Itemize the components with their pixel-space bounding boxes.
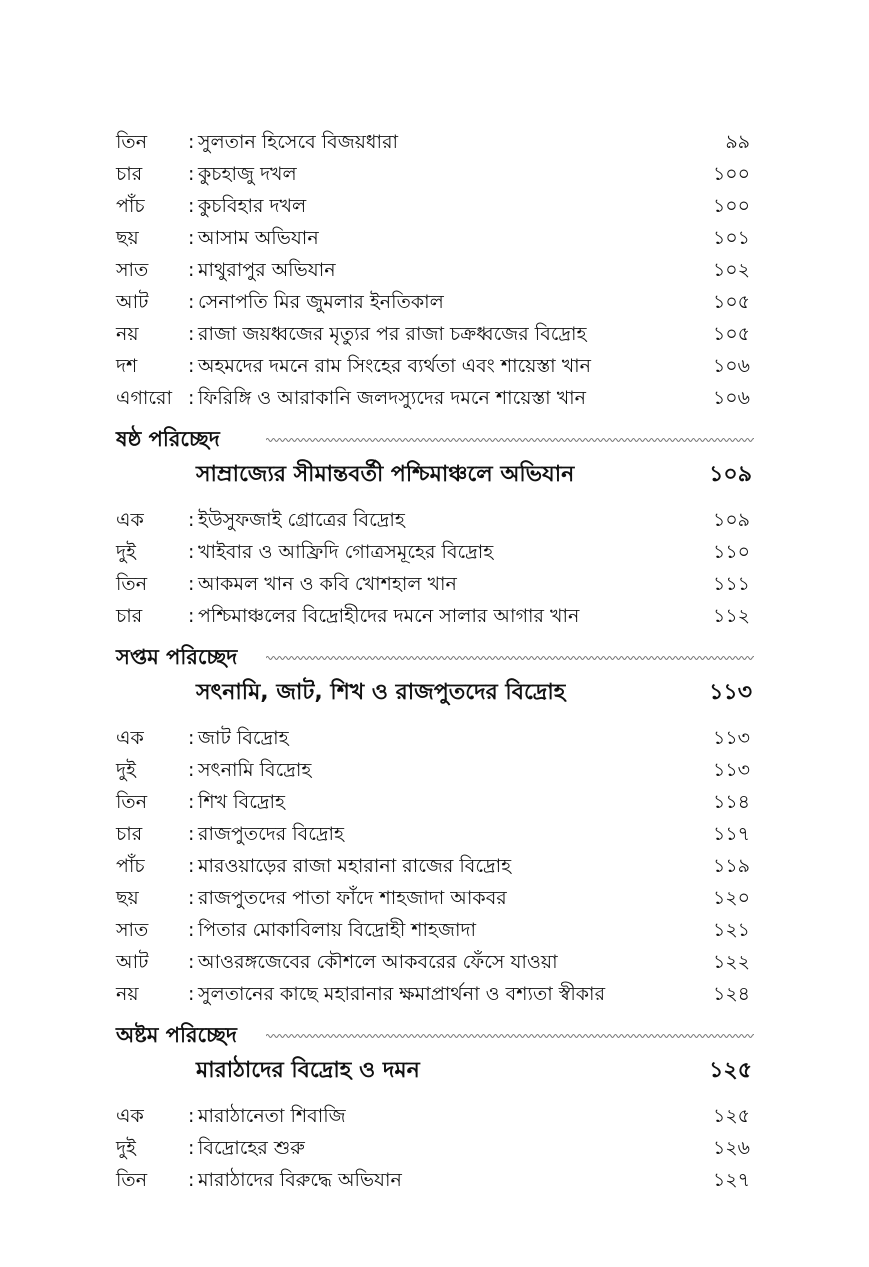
chapter-title: সাম্রাজ্যের সীমান্তবর্তী পশ্চিমাঞ্চলে অভিযান bbox=[196, 462, 575, 487]
entry-page-number: ১১৭ bbox=[712, 823, 750, 845]
entry-title: সুলতানের কাছে মহারানার ক্ষমাপ্রার্থনা ও বশ্যতা স্বীকার bbox=[198, 983, 606, 1005]
toc-row bbox=[116, 1101, 756, 1131]
entry-number: তিন bbox=[116, 573, 148, 595]
chapter-title-row bbox=[196, 675, 756, 711]
toc-row bbox=[116, 351, 756, 381]
entry-page-number: ১২৫ bbox=[712, 1105, 750, 1127]
entry-page-number: ৯৯ bbox=[725, 131, 750, 153]
toc-row bbox=[116, 287, 756, 317]
toc-row bbox=[116, 755, 756, 785]
wavy-divider bbox=[266, 436, 754, 444]
entry-separator: : bbox=[188, 759, 195, 781]
toc-row bbox=[116, 947, 756, 977]
entry-separator: : bbox=[188, 887, 195, 909]
chapter-name: সপ্তম পরিচ্ছেদ bbox=[116, 645, 238, 669]
entry-number: নয় bbox=[116, 983, 139, 1005]
entry-number: ছয় bbox=[116, 227, 139, 249]
entry-separator: : bbox=[188, 791, 195, 813]
entry-separator: : bbox=[188, 387, 195, 409]
wavy-divider bbox=[266, 1032, 754, 1040]
entry-title: আসাম অভিযান bbox=[198, 227, 319, 249]
entry-title: সেনাপতি মির জুমলার ইনতিকাল bbox=[198, 291, 444, 313]
entry-number: তিন bbox=[116, 131, 148, 153]
entry-title: রাজপুতদের বিদ্রোহ bbox=[198, 823, 344, 845]
entry-page-number: ১২৪ bbox=[712, 983, 750, 1005]
entry-number: দশ bbox=[116, 355, 138, 377]
entry-number: সাত bbox=[116, 259, 149, 281]
entry-page-number: ১২২ bbox=[712, 951, 750, 973]
entry-title: সুলতান হিসেবে বিজয়ধারা bbox=[198, 131, 399, 153]
chapter-title-row bbox=[196, 457, 756, 493]
toc-row bbox=[116, 537, 756, 567]
toc-row bbox=[116, 319, 756, 349]
entry-title: রাজা জয়ধ্বজের মৃত্যুর পর রাজা চক্রধ্বজের বিদ্রোহ bbox=[198, 323, 587, 345]
toc-row bbox=[116, 819, 756, 849]
entry-number: ছয় bbox=[116, 887, 139, 909]
entry-separator: : bbox=[188, 323, 195, 345]
entry-page-number: ১২১ bbox=[712, 919, 750, 941]
entry-number: তিন bbox=[116, 791, 148, 813]
entry-number: পাঁচ bbox=[116, 855, 145, 877]
chapter-title-row bbox=[196, 1053, 756, 1089]
entry-separator: : bbox=[188, 919, 195, 941]
entry-separator: : bbox=[188, 855, 195, 877]
entry-page-number: ১০৬ bbox=[712, 355, 750, 377]
chapter-title: সৎনামি, জাট, শিখ ও রাজপুতদের বিদ্রোহ bbox=[196, 680, 566, 705]
toc-row bbox=[116, 127, 756, 157]
entry-separator: : bbox=[188, 1137, 195, 1159]
entry-page-number: ১০৫ bbox=[712, 291, 750, 313]
entry-number: চার bbox=[116, 163, 143, 185]
toc-row bbox=[116, 601, 756, 631]
entry-separator: : bbox=[188, 605, 195, 627]
toc-row bbox=[116, 787, 756, 817]
entry-page-number: ১১০ bbox=[712, 541, 750, 563]
entry-number: পাঁচ bbox=[116, 195, 145, 217]
toc-row bbox=[116, 915, 756, 945]
entry-title: কুচবিহার দখল bbox=[198, 195, 307, 217]
toc-row bbox=[116, 883, 756, 913]
toc-row bbox=[116, 223, 756, 253]
entry-number: এক bbox=[116, 509, 144, 531]
entry-separator: : bbox=[188, 163, 195, 185]
entry-title: জাট বিদ্রোহ bbox=[198, 727, 289, 749]
entry-title: অহমদের দমনে রাম সিংহের ব্যর্থতা এবং শায়েস্তা খান bbox=[198, 355, 592, 377]
entry-number: এক bbox=[116, 1105, 144, 1127]
wavy-divider bbox=[266, 654, 754, 662]
toc-row bbox=[116, 255, 756, 285]
toc-row bbox=[116, 1133, 756, 1163]
entry-title: শিখ বিদ্রোহ bbox=[198, 791, 285, 813]
entry-separator: : bbox=[188, 131, 195, 153]
entry-page-number: ১১৯ bbox=[713, 855, 750, 877]
entry-number: আট bbox=[116, 951, 149, 973]
toc-row bbox=[116, 505, 756, 535]
entry-title: মারওয়াড়ের রাজা মহারানা রাজের বিদ্রোহ bbox=[198, 855, 512, 877]
entry-title: ফিরিঙ্গি ও আরাকানি জলদস্যুদের দমনে শায়েস্তা খান bbox=[198, 387, 587, 409]
entry-page-number: ১১৪ bbox=[713, 791, 750, 813]
entry-separator: : bbox=[188, 951, 195, 973]
entry-title: খাইবার ও আফ্রিদি গোত্রসমূহের বিদ্রোহ bbox=[198, 541, 494, 563]
entry-separator: : bbox=[188, 195, 195, 217]
entry-separator: : bbox=[188, 541, 195, 563]
entry-title: আকমল খান ও কবি খোশহাল খান bbox=[198, 573, 457, 595]
toc-row bbox=[116, 723, 756, 753]
toc-row bbox=[116, 1165, 756, 1195]
chapter-title: মারাঠাদের বিদ্রোহ ও দমন bbox=[196, 1058, 420, 1083]
entry-number: চার bbox=[116, 605, 143, 627]
entry-page-number: ১১১ bbox=[713, 573, 750, 595]
entry-title: সৎনামি বিদ্রোহ bbox=[198, 759, 312, 781]
chapter-page-number: ১০৯ bbox=[709, 462, 752, 487]
entry-page-number: ১০০ bbox=[712, 163, 750, 185]
entry-title: মারাঠানেতা শিবাজি bbox=[198, 1105, 346, 1127]
chapter-page-number: ১১৩ bbox=[709, 680, 752, 705]
entry-page-number: ১০৬ bbox=[712, 387, 750, 409]
chapter-page-number: ১২৫ bbox=[709, 1058, 752, 1083]
toc-row bbox=[116, 159, 756, 189]
entry-number: দুই bbox=[116, 1137, 136, 1159]
entry-title: বিদ্রোহের শুরু bbox=[198, 1137, 305, 1159]
entry-separator: : bbox=[188, 573, 195, 595]
entry-separator: : bbox=[188, 1169, 195, 1191]
chapter-name: ষষ্ঠ পরিচ্ছেদ bbox=[116, 427, 220, 451]
entry-separator: : bbox=[188, 509, 195, 531]
entry-page-number: ১০৫ bbox=[712, 323, 750, 345]
entry-separator: : bbox=[188, 727, 195, 749]
entry-page-number: ১২৬ bbox=[712, 1137, 750, 1159]
entry-number: দুই bbox=[116, 541, 136, 563]
entry-separator: : bbox=[188, 355, 195, 377]
entry-page-number: ১২০ bbox=[712, 887, 750, 909]
toc-row bbox=[116, 191, 756, 221]
entry-title: কুচহাজু দখল bbox=[198, 163, 297, 185]
entry-page-number: ১০০ bbox=[712, 195, 750, 217]
entry-page-number: ১০১ bbox=[712, 227, 750, 249]
entry-title: পিতার মোকাবিলায় বিদ্রোহী শাহজাদা bbox=[198, 919, 477, 941]
entry-separator: : bbox=[188, 1105, 195, 1127]
entry-page-number: ১১২ bbox=[712, 605, 750, 627]
toc-row bbox=[116, 569, 756, 599]
chapter-name: অষ্টম পরিচ্ছেদ bbox=[116, 1023, 237, 1047]
toc-row bbox=[116, 383, 756, 413]
chapter-heading bbox=[116, 1018, 756, 1052]
entry-page-number: ১০৯ bbox=[712, 509, 750, 531]
entry-separator: : bbox=[188, 227, 195, 249]
entry-number: তিন bbox=[116, 1169, 148, 1191]
entry-number: দুই bbox=[116, 759, 136, 781]
entry-number: এগারো bbox=[116, 387, 173, 409]
entry-number: নয় bbox=[116, 323, 139, 345]
entry-number: সাত bbox=[116, 919, 149, 941]
toc-row bbox=[116, 979, 756, 1009]
entry-page-number: ১২৭ bbox=[712, 1169, 750, 1191]
entry-page-number: ১১৩ bbox=[712, 759, 750, 781]
entry-title: পশ্চিমাঞ্চলের বিদ্রোহীদের দমনে সালার আগার খান bbox=[198, 605, 580, 627]
entry-number: আট bbox=[116, 291, 149, 313]
entry-number: চার bbox=[116, 823, 143, 845]
entry-number: এক bbox=[116, 727, 144, 749]
entry-page-number: ১১৩ bbox=[712, 727, 750, 749]
toc-row bbox=[116, 851, 756, 881]
entry-title: মাথুরাপুর অভিযান bbox=[198, 259, 336, 281]
entry-title: ইউসুফজাই গ্রোত্রের বিদ্রোহ bbox=[198, 509, 405, 531]
entry-separator: : bbox=[188, 823, 195, 845]
entry-page-number: ১০২ bbox=[712, 259, 750, 281]
entry-separator: : bbox=[188, 983, 195, 1005]
chapter-heading bbox=[116, 422, 756, 456]
entry-title: আওরঙ্গজেবের কৌশলে আকবরের ফেঁসে যাওয়া bbox=[198, 951, 558, 973]
entry-title: রাজপুতদের পাতা ফাঁদে শাহজাদা আকবর bbox=[198, 887, 507, 909]
entry-separator: : bbox=[188, 259, 195, 281]
entry-title: মারাঠাদের বিরুদ্ধে অভিযান bbox=[198, 1169, 402, 1191]
chapter-heading bbox=[116, 640, 756, 674]
entry-separator: : bbox=[188, 291, 195, 313]
